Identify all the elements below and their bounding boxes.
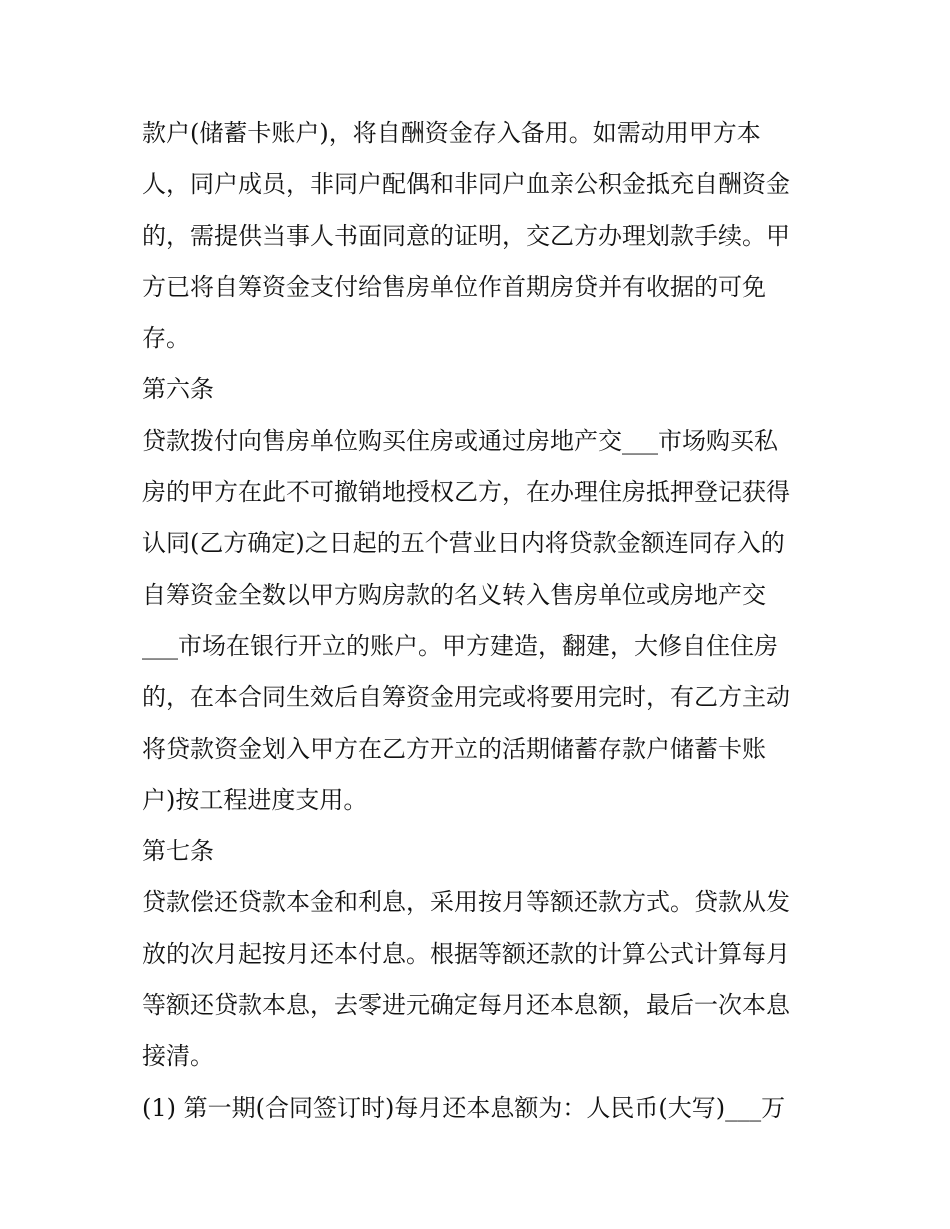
paragraph-line: (1) 第一期(合同签订时)每月还本息额为：人民币(大写)___万	[142, 1093, 786, 1122]
paragraph-line: 房的甲方在此不可撤销地授权乙方，在办理住房抵押登记获得	[142, 478, 790, 507]
paragraph-line: ___市场在银行开立的账户。甲方建造，翻建，大修自住住房	[142, 631, 778, 660]
paragraph-line: 贷款偿还贷款本金和利息，采用按月等额还款方式。贷款从发	[142, 888, 790, 917]
paragraph-line: 款户(储蓄卡账户)，将自酬资金存入备用。如需动用甲方本	[142, 119, 761, 147]
paragraph-line: 放的次月起按月还本付息。根据等额还款的计算公式计算每月	[142, 939, 790, 968]
paragraph-line: 的，需提供当事人书面同意的证明，交乙方办理划款手续。甲	[142, 221, 790, 250]
contract-body-text	[142, 108, 822, 1134]
article-heading-seven: 第七条	[142, 837, 214, 866]
paragraph-line: 接清。	[142, 1042, 214, 1071]
paragraph-line: 存。	[142, 324, 190, 353]
paragraph-line: 将贷款资金划入甲方在乙方开立的活期储蓄存款户储蓄卡账	[142, 734, 766, 763]
article-heading-six: 第六条	[142, 375, 214, 404]
paragraph-line: 人，同户成员，非同户配偶和非同户血亲公积金抵充自酬资金	[142, 170, 790, 199]
paragraph-line: 的，在本合同生效后自筹资金用完或将要用完时，有乙方主动	[142, 683, 790, 712]
paragraph-line: 贷款拨付向售房单位购买住房或通过房地产交___市场购买私	[142, 426, 778, 455]
paragraph-line: 等额还贷款本息，去零进元确定每月还本息额，最后一次本息	[142, 991, 790, 1020]
paragraph-line: 自筹资金全数以甲方购房款的名义转入售房单位或房地产交	[142, 580, 766, 609]
paragraph-line: 方已将自筹资金支付给售房单位作首期房贷并有收据的可免	[142, 272, 766, 301]
paragraph-line: 户)按工程进度支用。	[142, 785, 368, 814]
paragraph-line: 认同(乙方确定)之日起的五个营业日内将贷款金额连同存入的	[142, 529, 785, 558]
